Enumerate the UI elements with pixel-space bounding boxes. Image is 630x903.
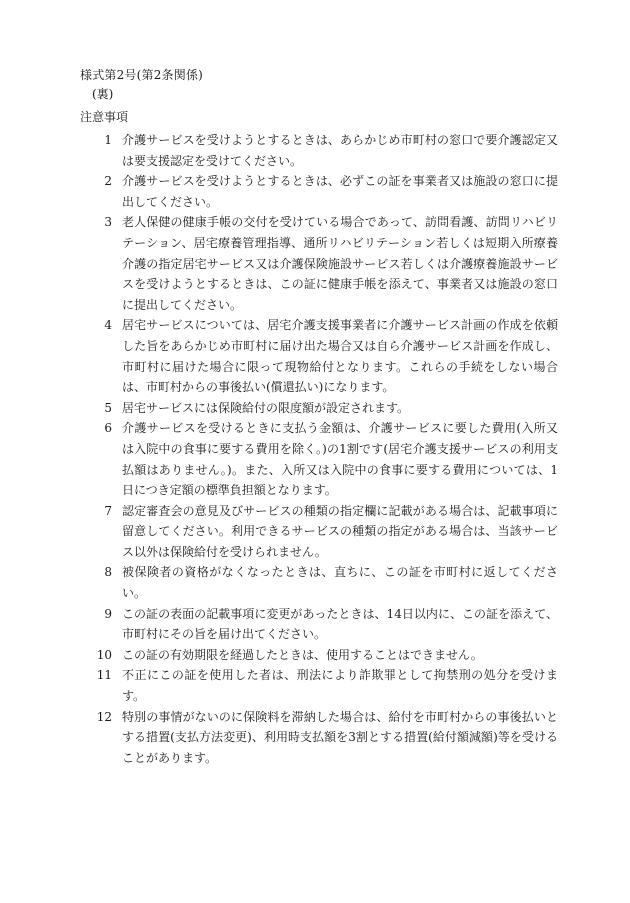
note-number: 4 <box>104 318 112 333</box>
note-number: 1 <box>104 133 112 147</box>
notes-heading: 注意事項 <box>80 110 129 124</box>
note-text: 認定審査会の意見及びサービスの種類の指定欄に記載がある場合は、記載事項に留意してください。利用できるサービスの種類の指定がある場合は、当該サービス以外は保険給付を受けられません。 <box>122 503 558 559</box>
note-number: 12 <box>96 709 112 724</box>
note-item <box>86 171 558 212</box>
note-number: 9 <box>104 606 112 621</box>
note-item <box>86 418 558 500</box>
note-item <box>86 645 558 666</box>
note-number: 10 <box>96 647 112 662</box>
note-text: 居宅サービスについては、居宅介護支援事業者に介護サービス計画の作成を依頼した旨をあらかじめ市町村に届け出た場合又は自ら介護サービス計画を作成し、市町村に届けた場合に限って現物給付となります。これらの手続をしない場合は、市町村からの事後払い(償還払い)になります。 <box>122 318 558 395</box>
note-number: 5 <box>104 400 112 415</box>
form-label: 様式第2号(第2条関係) <box>80 68 204 82</box>
note-item <box>86 707 558 769</box>
note-item <box>86 398 558 419</box>
side-label: (裏) <box>92 87 114 101</box>
note-item <box>86 562 558 603</box>
note-text: この証の表面の記載事項に変更があったときは、14日以内に、この証を添えて、市町村にその旨を届け出てください。 <box>122 606 558 642</box>
note-item <box>86 665 558 706</box>
note-number: 2 <box>104 174 112 189</box>
note-number: 11 <box>96 668 112 683</box>
note-number: 6 <box>104 421 112 436</box>
note-number: 8 <box>104 565 112 580</box>
note-text: 居宅サービスには保険給付の限度額が設定されます。 <box>122 400 410 415</box>
note-text: この証の有効期限を経過したときは、使用することはできません。 <box>122 647 483 662</box>
note-text: 不正にこの証を使用した者は、刑法により詐欺罪として拘禁刑の処分を受けます。 <box>122 668 558 704</box>
note-item <box>86 212 558 315</box>
note-item <box>86 604 558 645</box>
note-text: 介護サービスを受けるときに支払う金額は、介護サービスに要した費用(入所又は入院中の食事に要する費用を除く。)の1割です(居宅介護支援サービスの利用支払額はありません。)。また、入所又は入院中の食事に要する費用については、1日につき定額の標準負担額となります。 <box>122 421 558 498</box>
note-number: 3 <box>104 215 112 230</box>
note-text: 特別の事情がないのに保険料を滞納した場合は、給付を市町村からの事後払いとする措置(支払方法変更)、利用時支払額を3割とする措置(給付額減額)等を受けることがあります。 <box>122 709 558 765</box>
note-item <box>86 501 558 563</box>
note-text: 介護サービスを受けようとするときは、必ずこの証を事業者又は施設の窓口に提出してください。 <box>122 174 558 209</box>
note-text: 老人保健の健康手帳の交付を受けている場合であって、訪問看護、訪問リハビリテーション、居宅療養管理指導、通所リハビリテーション若しくは短期入所療養介護の指定居宅サービス又は介護保険施設サービス若しくは介護療養施設サービスを受けようとするときは、この証に健康手帳を添えて、事業者又は施設の窓口に提出してください。 <box>122 215 558 312</box>
note-number: 7 <box>104 503 112 518</box>
note-text: 被保険者の資格がなくなったときは、直ちに、この証を市町村に返してください。 <box>122 565 558 601</box>
note-item <box>86 315 558 397</box>
notes-list <box>86 130 558 768</box>
note-item <box>86 130 558 171</box>
note-text: 介護サービスを受けようとするときは、あらかじめ市町村の窓口で要介護認定又は要支援認定を受けてください。 <box>122 133 558 168</box>
